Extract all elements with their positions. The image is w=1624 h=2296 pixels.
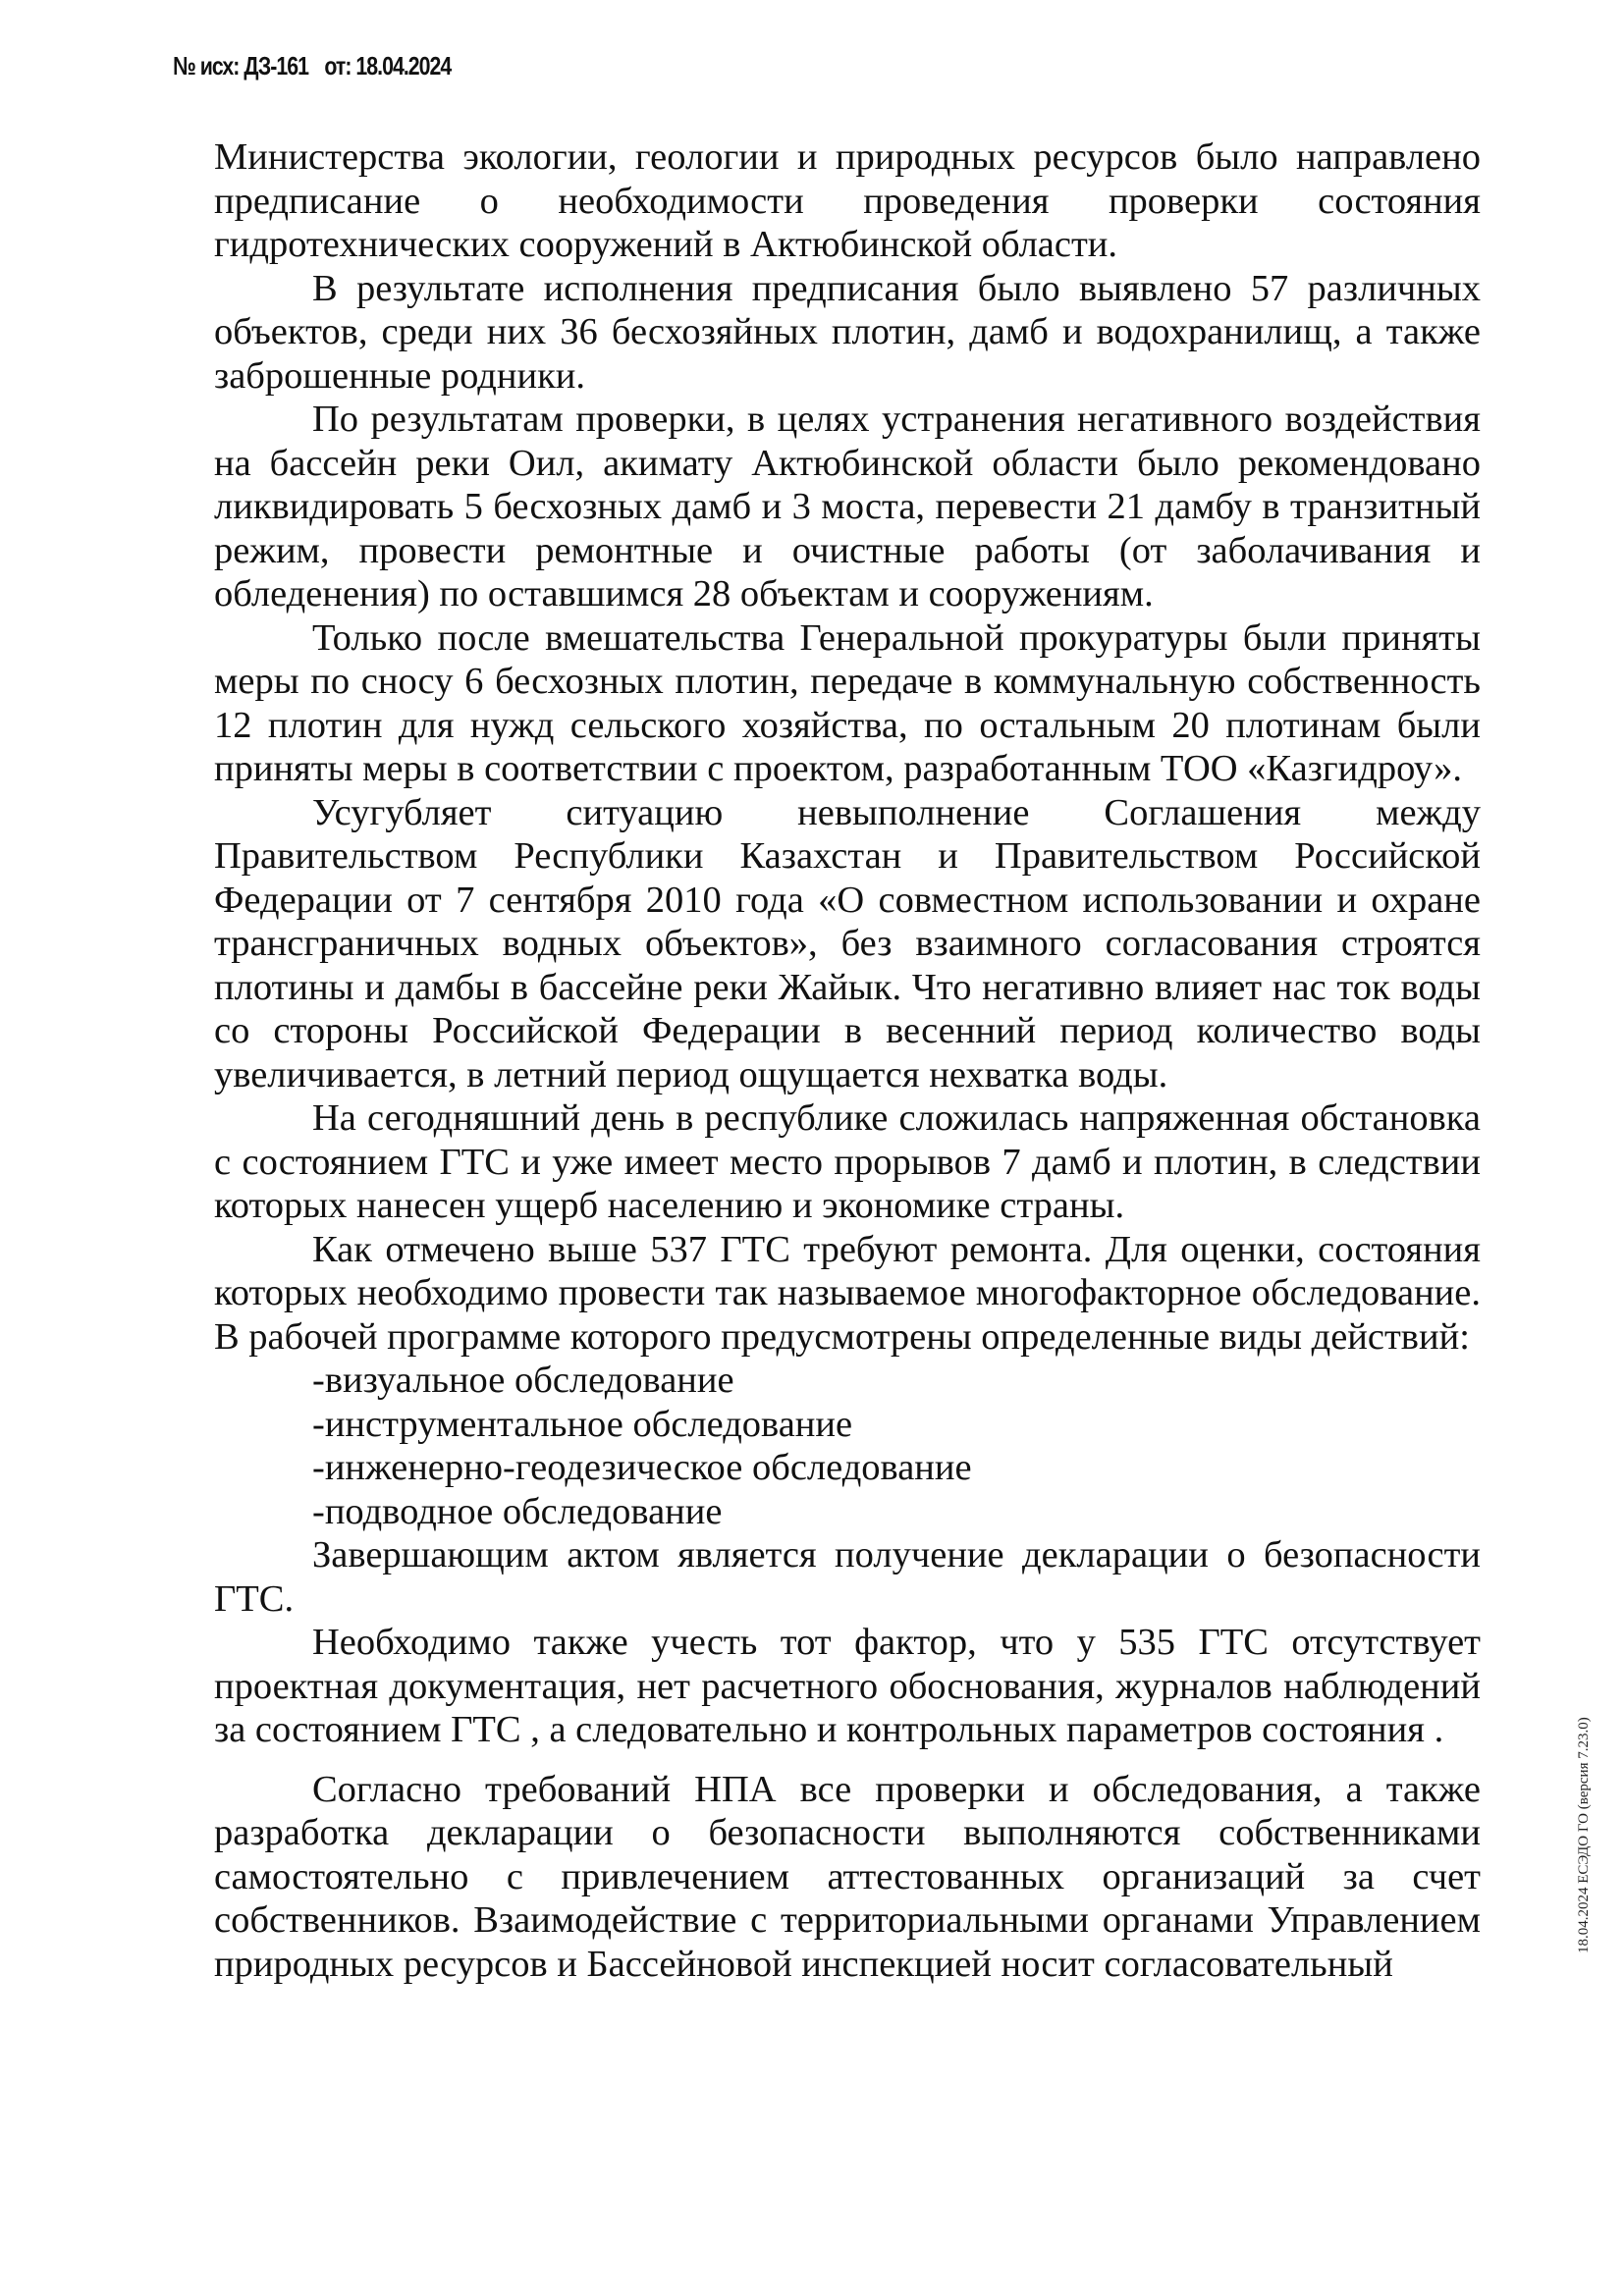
doc-date: от: 18.04.2024 <box>324 51 452 80</box>
outgoing-number-stamp <box>173 51 462 81</box>
list-item: -инструментальное обследование <box>312 1403 853 1445</box>
list-item: -подводное обследование <box>312 1490 723 1532</box>
survey-types-list <box>214 1359 1481 1533</box>
paragraph: В результате исполнения предписания было выявлено 57 различных объектов, среди них 36 бесхозяйных плотин, дамб и водохранилищ, а также заброшенные родники. <box>214 267 1481 397</box>
paragraph: Как отмечено выше 537 ГТС требуют ремонта. Для оценки, состояния которых необходимо провести так называемое многофакторное обследование. В рабочей программе которого предусмотрены определенные виды действий: <box>214 1228 1481 1358</box>
paragraph: Необходимо также учесть тот фактор, что у 535 ГТС отсутствует проектная документация, нет расчетного обоснования, журналов наблюдений за состоянием ГТС , а следовательно и контрольных параметров состояния . <box>214 1622 1481 1750</box>
paragraph: По результатам проверки, в целях устранения негативного воздействия на бассейн реки Оил, акимату Актюбинской области было рекомендовано ликвидировать 5 бесхозных дамб и 3 моста, перевести 21 дамбу в транзитный режим, провести ремонтные и очистные работы (от заболачивания и обледенения) по оставшимся 28 объектам и сооружениям. <box>214 399 1481 614</box>
paragraph: Только после вмешательства Генеральной прокуратуры были приняты меры по сносу 6 бесхозных плотин, передаче в коммунальную собственность 12 плотин для нужд сельского хозяйства, по остальным 20 плотинам были приняты меры в соответствии с проектом, разработанным ТОО «Казгидроу». <box>214 616 1481 789</box>
document-body <box>214 135 1481 1986</box>
paragraph: На сегодняшний день в республике сложилась напряженная обстановка с состоянием ГТС и уже имеет место прорывов 7 дамб и плотин, в следствии которых нанесен ущерб населению и экономике страны. <box>214 1097 1481 1226</box>
paragraph: Министерства экологии, геологии и природных ресурсов было направлено предписание о необходимости проведения проверки состояния гидротехнических сооружений в Актюбинской области. <box>214 136 1481 265</box>
edms-side-stamp: 18.04.2024 ЕСЭДО ГО (версия 7.23.0) <box>1576 1717 1592 1953</box>
list-item: -визуальное обследование <box>312 1360 734 1401</box>
paragraph: Согласно требований НПА все проверки и обследования, а также разработка декларации о безопасности выполняются собственниками самостоятельно с привлечением аттестованных организаций за счет собственников. Взаимодействие с территориальными органами Управлением природных ресурсов и Бассейновой инспекцией носит согласовательный <box>214 1768 1481 1985</box>
paragraph: Завершающим актом является получение декларации о безопасности ГТС. <box>214 1534 1481 1620</box>
doc-number: № исх: ДЗ-161 <box>173 51 308 80</box>
paragraph: Усугубляет ситуацию невыполнение Соглашения между Правительством Республики Казахстан и Правительством Российской Федерации от 7 сентября 2010 года «О совместном использовании и охране трансграничных водных объектов», без взаимного согласования строятся плотины и дамбы в бассейне реки Жайык. Что негативно влияет нас ток воды со стороны Российской Федерации в весенний период количество воды увеличивается, в летний период ощущается нехватка воды. <box>214 791 1481 1095</box>
list-item: -инженерно-геодезическое обследование <box>312 1447 972 1488</box>
